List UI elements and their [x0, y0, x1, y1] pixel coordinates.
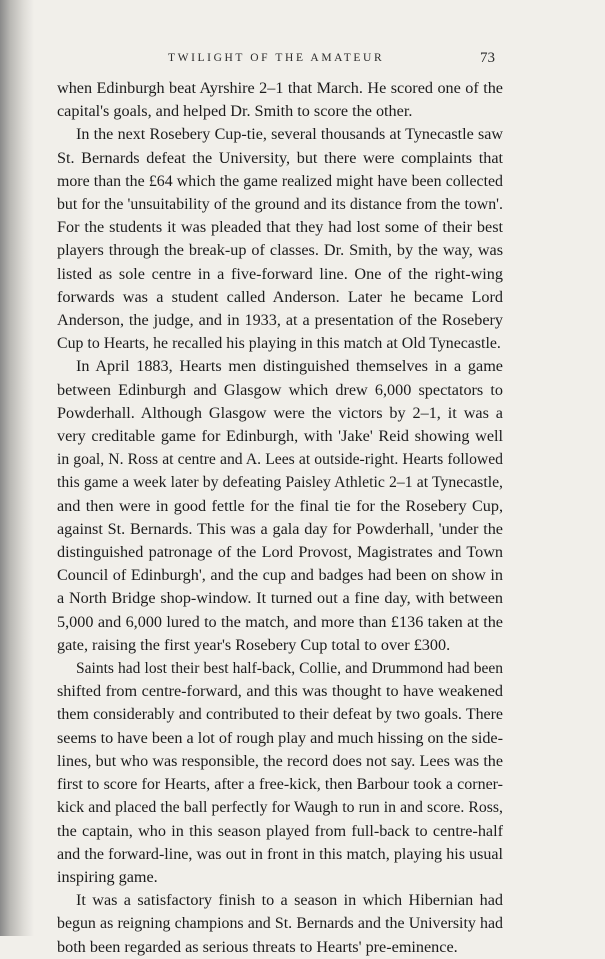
text-line: very creditable game for Edinburgh, with 'Jake' Reid showing well — [57, 427, 503, 446]
paragraph-3 — [57, 355, 503, 657]
text-line: Council of Edinburgh', and the cup and badges had been on show in — [57, 566, 503, 585]
paragraph-2 — [57, 123, 503, 355]
paragraph-4 — [57, 657, 503, 889]
text-line: Powderhall. Although Glasgow were the victors by 2–1, it was a — [57, 403, 503, 422]
text-line: both been regarded as serious threats to Hearts' pre-eminence. — [57, 937, 458, 956]
text-line: Cup to Hearts, he recalled his playing in this match at Old Tynecastle. — [57, 335, 501, 353]
text-line: 5,000 and 6,000 lured to the match, and more than £136 taken at the — [57, 612, 503, 631]
text-line: seems to have been a lot of rough play and much hissing on the side- — [57, 728, 503, 747]
paragraph-1 — [57, 77, 503, 123]
text-line: kick and placed the ball perfectly for Waugh to run in and score. Ross, — [57, 799, 503, 817]
running-title: TWILIGHT OF THE AMATEUR — [168, 52, 385, 64]
text-line: lines, but who was responsible, the record does not say. Lees was the — [57, 752, 503, 770]
text-line: forwards was a student called Anderson. Later he became Lord — [57, 287, 503, 306]
text-line: For the students it was pleaded that they had lost some of their best — [57, 218, 503, 237]
text-line: in goal, N. Ross at centre and A. Lees at outside-right. Hearts followed — [57, 451, 503, 469]
text-line: more than the £64 which the game realized might have been collected — [57, 172, 503, 190]
text-line: first to score for Hearts, after a free-kick, then Barbour took a corner- — [57, 776, 503, 794]
text-line: between Edinburgh and Glasgow which drew 6,000 spectators to — [57, 380, 503, 399]
text-line: them considerably and contributed to their defeat by two goals. There — [57, 706, 503, 724]
text-line: St. Bernards defeat the University, but there were complaints that — [57, 148, 503, 167]
paragraph-5 — [57, 889, 503, 959]
text-line: the captain, who in this season played from full-back to centre-half — [57, 821, 503, 840]
text-line: begun as reigning champions and St. Bernards and the University had — [57, 915, 503, 933]
text-line: Saints had lost their best half-back, Collie, and Drummond had been — [76, 660, 503, 678]
running-head — [0, 52, 605, 72]
text-line: Anderson, the judge, and in 1933, at a presentation of the Rosebery — [57, 311, 503, 330]
text-line: gate, raising the first year's Rosebery Cup total to over £300. — [57, 635, 451, 654]
text-line: but for the 'unsuitability of the ground and its distance from the town'. — [57, 196, 503, 214]
text-line: listed as sole centre in a five-forward line. One of the right-wing — [57, 264, 503, 283]
text-line: It was a satisfactory finish to a season in which Hibernian had — [76, 891, 503, 910]
text-line: and then were in good fettle for the final tie for the Rosebery Cup, — [57, 496, 503, 515]
text-line: shifted from centre-forward, and this was thought to have weakened — [57, 682, 503, 701]
body-text — [57, 77, 503, 959]
text-line: distinguished patronage of the Lord Provost, Magistrates and Town — [57, 543, 503, 562]
text-line: this game a week later by defeating Paisley Athletic 2–1 at Tynecastle, — [57, 474, 503, 492]
text-line: inspiring game. — [57, 867, 158, 886]
text-line: capital's goals, and helped Dr. Smith to score the other. — [57, 102, 413, 121]
text-line: and the forward-line, was out in front in this match, playing his usual — [57, 845, 503, 863]
page-number: 73 — [480, 50, 495, 66]
text-line: In April 1883, Hearts men distinguished themselves in a game — [76, 357, 503, 376]
text-line: a North Bridge shop-window. It turned out a fine day, with between — [57, 589, 503, 608]
text-line: In the next Rosebery Cup-tie, several thousands at Tynecastle saw — [76, 126, 503, 144]
text-line: when Edinburgh beat Ayrshire 2–1 that March. He scored one of the — [57, 79, 503, 97]
text-line: players through the break-up of classes. Dr. Smith, by the way, was — [57, 241, 503, 260]
text-line: against St. Bernards. This was a gala day for Powderhall, 'under the — [57, 519, 503, 538]
